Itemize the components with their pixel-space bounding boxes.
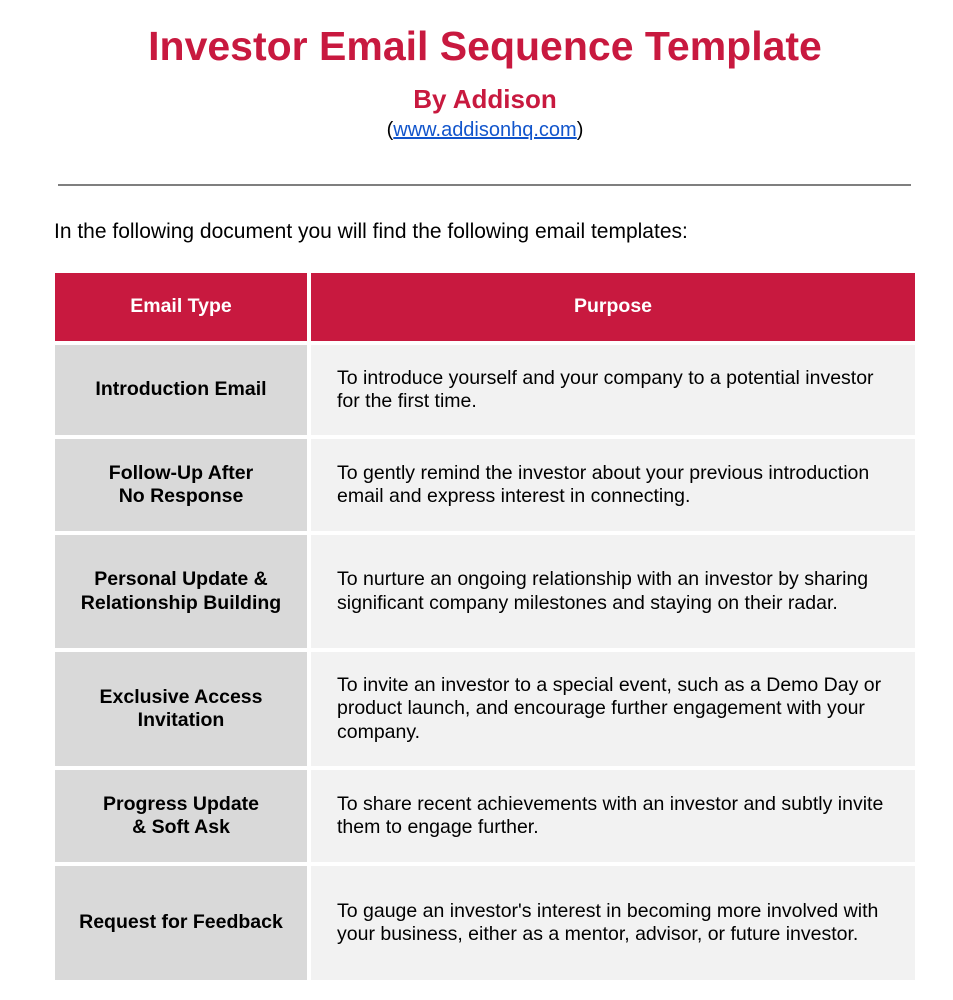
email-type-cell: Introduction Email [55, 345, 307, 435]
horizontal-divider [58, 184, 911, 186]
table-row [55, 535, 915, 648]
website-link[interactable]: www.addisonhq.com [393, 119, 577, 141]
email-type-cell: Progress Update & Soft Ask [55, 770, 307, 862]
email-templates-table [55, 273, 915, 984]
email-type-cell: Exclusive Access Invitation [55, 652, 307, 766]
table-row [55, 770, 915, 862]
purpose-cell: To nurture an ongoing relationship with an investor by sharing significant company milestones and staying on their radar. [311, 535, 915, 648]
table-row [55, 866, 915, 980]
purpose-cell: To gauge an investor's interest in becoming more involved with your business, either as a mentor, advisor, or future investor. [311, 866, 915, 980]
header-purpose: Purpose [311, 273, 915, 341]
byline: By Addison [413, 84, 557, 114]
email-type-cell: Follow-Up After No Response [55, 439, 307, 531]
table-row [55, 439, 915, 531]
url-close-paren: ) [576, 119, 584, 141]
purpose-cell: To introduce yourself and your company to a potential investor for the first time. [311, 345, 915, 435]
email-type-cell: Personal Update & Relationship Building [55, 535, 307, 648]
url-open-paren: ( [386, 119, 394, 141]
document-title: Investor Email Sequence Template [148, 23, 822, 69]
website-line [0, 118, 953, 142]
email-type-cell: Request for Feedback [55, 866, 307, 980]
purpose-cell: To gently remind the investor about your previous introduction email and express interest in connecting. [311, 439, 915, 531]
purpose-cell: To share recent achievements with an investor and subtly invite them to engage further. [311, 770, 915, 862]
header-email-type: Email Type [55, 273, 307, 341]
table-row [55, 345, 915, 435]
table-row [55, 652, 915, 766]
table-header-row [55, 273, 915, 341]
purpose-cell: To invite an investor to a special event, such as a Demo Day or product launch, and encourage further engagement with your company. [311, 652, 915, 766]
intro-text: In the following document you will find the following email templates: [54, 220, 688, 243]
